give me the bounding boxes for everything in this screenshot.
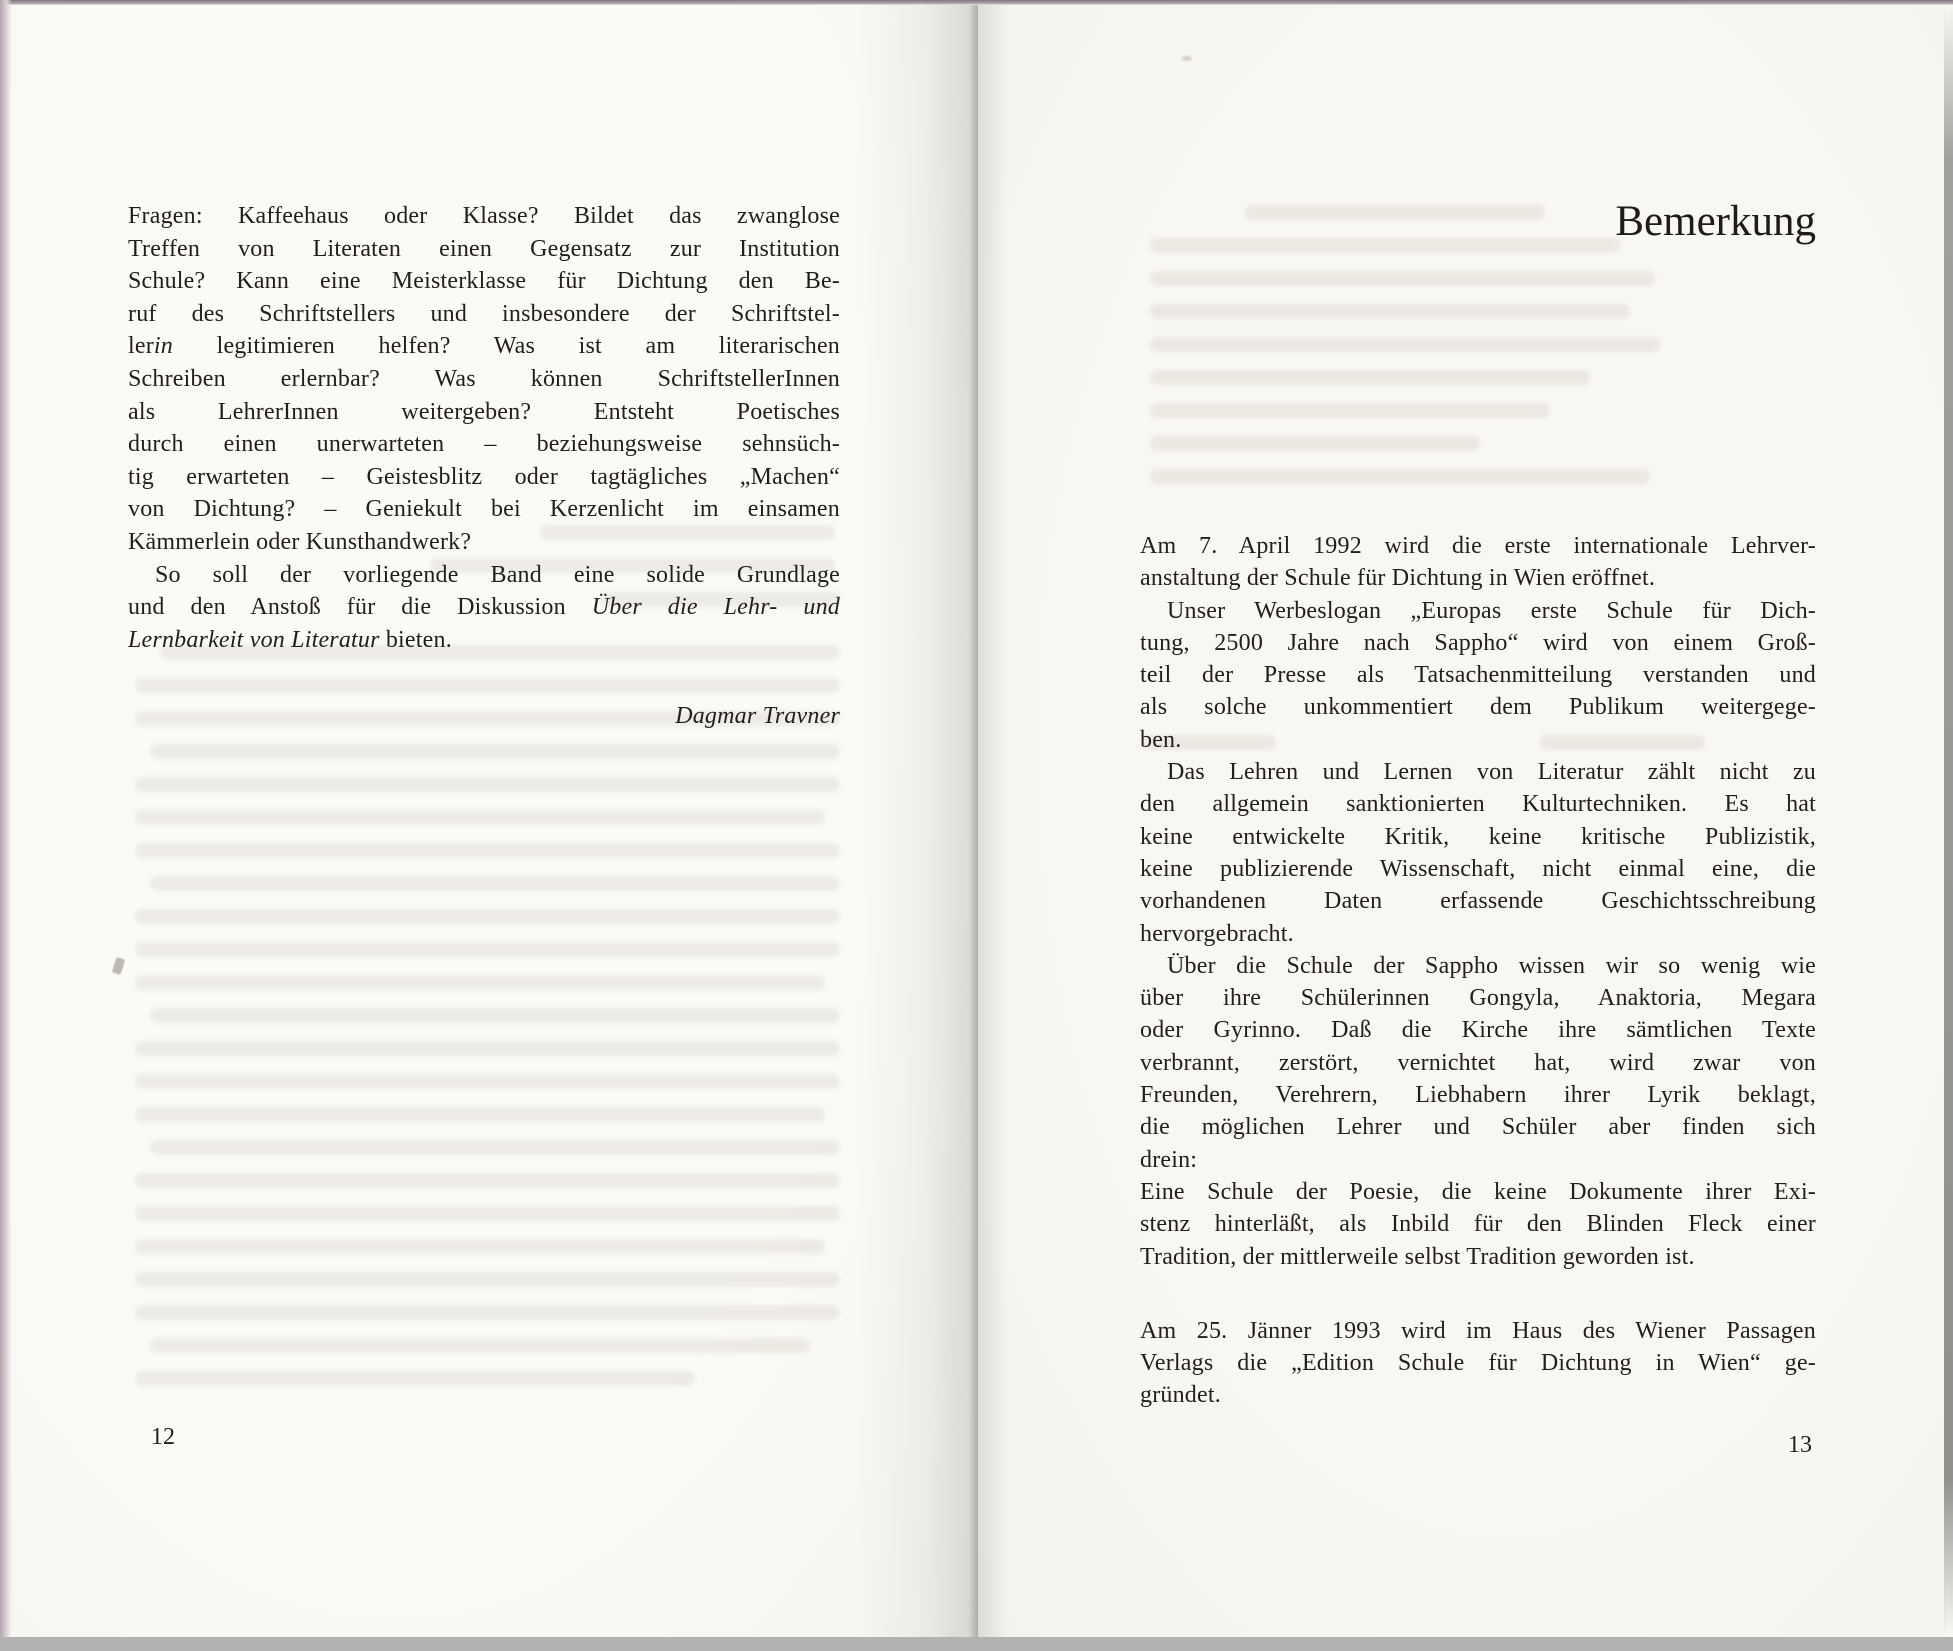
text-line: hervorgebracht. xyxy=(1140,920,1294,947)
text-line: Freunden, Verehrern, Liebhabern ihrer Lyrik beklagt, xyxy=(1140,1082,1816,1109)
signature xyxy=(128,700,840,733)
gutter-shadow-right xyxy=(978,5,1008,1637)
text-line: Schule? Kann eine Meisterklasse für Dichtung den Be- xyxy=(128,268,840,295)
text-line: als solche unkommentiert dem Publikum weitergege- xyxy=(1140,694,1816,721)
text-line: durch einen unerwarteten – beziehungsweise sehnsüch- xyxy=(128,431,840,458)
page-number-right: 13 xyxy=(1788,1432,1812,1458)
bleedthrough-line xyxy=(135,942,840,957)
text-line: Am 7. April 1992 wird die erste internationale Lehrver- xyxy=(1140,533,1816,559)
text-line: tung, 2500 Jahre nach Sappho“ wird von einem Groß- xyxy=(1140,629,1816,656)
bleedthrough-line xyxy=(135,843,840,858)
paragraph xyxy=(128,559,840,657)
text-line: gründet. xyxy=(1140,1382,1221,1409)
text-line: Fragen: Kaffeehaus oder Klasse? Bildet das zwanglose xyxy=(128,203,840,229)
bleedthrough-line xyxy=(135,810,825,825)
text-line: keine publizierende Wissenschaft, nicht einmal eine, die xyxy=(1140,855,1816,882)
gutter-shadow xyxy=(856,5,978,1637)
text-line: Kämmerlein oder Kunsthandwerk? xyxy=(128,528,472,555)
bleedthrough-line xyxy=(1150,271,1655,286)
paragraph xyxy=(1140,530,1816,595)
right-page-text xyxy=(1140,530,1816,1412)
bleedthrough-line xyxy=(150,1140,840,1155)
paragraph xyxy=(128,200,840,559)
bleedthrough-line xyxy=(1150,304,1630,319)
page-number-left: 12 xyxy=(151,1424,175,1450)
paragraph xyxy=(1140,950,1816,1176)
bleedthrough-line xyxy=(135,1074,840,1089)
text-line: So soll der vorliegende Band eine solide Grundlage xyxy=(155,561,840,588)
bleedthrough-line xyxy=(135,1272,840,1287)
text-line: Unser Werbeslogan „Europas erste Schule für Dich- xyxy=(1167,597,1816,624)
text-line: teil der Presse als Tatsachenmitteilung verstanden und xyxy=(1140,662,1816,689)
text-line: Über die Schule der Sappho wissen wir so wenig wie xyxy=(1167,952,1816,979)
paragraph xyxy=(1140,1176,1816,1273)
bleedthrough-line xyxy=(135,909,840,924)
bleedthrough-line xyxy=(1150,337,1660,352)
paragraph xyxy=(1140,756,1816,950)
bleedthrough-line xyxy=(135,1305,840,1320)
page-heading: Bemerkung xyxy=(1615,198,1816,245)
text-line: anstaltung der Schule für Dichtung in Wien eröffnet. xyxy=(1140,565,1656,592)
text-line: und den Anstoß für die Diskussion Über die Lehr- und xyxy=(128,594,840,621)
bleedthrough-line xyxy=(135,1239,825,1254)
text-line: Tradition, der mittlerweile selbst Tradition geworden ist. xyxy=(1140,1243,1695,1270)
text-line: verbrannt, zerstört, vernichtet hat, wird zwar von xyxy=(1140,1049,1816,1076)
bleedthrough-line xyxy=(150,1338,810,1353)
scan-edge-left xyxy=(0,0,12,1651)
bleedthrough-line xyxy=(135,1173,840,1188)
bleedthrough-line xyxy=(135,975,825,990)
text-line: oder Gyrinno. Daß die Kirche ihre sämtlichen Texte xyxy=(1140,1017,1816,1044)
left-page-text xyxy=(128,200,840,733)
bleedthrough-line xyxy=(1150,469,1650,484)
scan-edge-top xyxy=(0,0,1953,5)
bleedthrough-line xyxy=(135,777,840,792)
text-line: Am 25. Jänner 1993 wird im Haus des Wiener Passagen xyxy=(1140,1317,1816,1344)
scan-edge-bottom xyxy=(0,1637,1953,1651)
bleedthrough-line xyxy=(150,744,840,759)
text-line: Treffen von Literaten einen Gegensatz zur Institution xyxy=(128,235,840,262)
text-line: Schreiben erlernbar? Was können SchriftstellerInnen xyxy=(128,365,840,392)
bleedthrough-line xyxy=(135,1206,840,1221)
text-line: als LehrerInnen weitergeben? Entsteht Poetisches xyxy=(128,398,840,425)
paper-speck xyxy=(1182,56,1192,61)
text-line: die möglichen Lehrer und Schüler aber finden sich xyxy=(1140,1114,1816,1141)
paragraph xyxy=(1140,595,1816,756)
text-line: über ihre Schülerinnen Gongyla, Anaktoria, Megara xyxy=(1140,985,1816,1012)
text-line: von Dichtung? – Geniekult bei Kerzenlicht im einsamen xyxy=(128,496,840,523)
bleedthrough-line xyxy=(150,876,840,891)
text-line: vorhandenen Daten erfassende Geschichtsschreibung xyxy=(1140,888,1816,915)
text-line: stenz hinterläßt, als Inbild für den Blinden Fleck einer xyxy=(1140,1211,1816,1238)
bleedthrough-line xyxy=(1150,403,1550,418)
text-line: Verlags die „Edition Schule für Dichtung in Wien“ ge- xyxy=(1140,1350,1816,1377)
bleedthrough-line xyxy=(150,1008,840,1023)
scan-edge-right xyxy=(1944,0,1953,1640)
bleedthrough-line xyxy=(1150,370,1590,385)
text-line: Lernbarkeit von Literatur bieten. xyxy=(128,626,452,653)
text-line: Dagmar Travner xyxy=(675,703,840,730)
text-line: ruf des Schriftstellers und insbesondere der Schriftstel- xyxy=(128,300,840,327)
bleedthrough-line xyxy=(135,1371,695,1386)
text-line: keine entwickelte Kritik, keine kritische Publizistik, xyxy=(1140,823,1816,850)
paragraph xyxy=(1140,1315,1816,1412)
text-line: lerin legitimieren helfen? Was ist am literarischen xyxy=(128,333,840,360)
text-line: den allgemein sanktionierten Kulturtechniken. Es hat xyxy=(1140,791,1816,818)
bleedthrough-line xyxy=(135,1107,825,1122)
text-line: Eine Schule der Poesie, die keine Dokumente ihrer Exi- xyxy=(1140,1178,1816,1205)
text-line: ben. xyxy=(1140,726,1182,753)
bleedthrough-line xyxy=(1150,436,1480,451)
bleedthrough-line xyxy=(135,1041,840,1056)
text-line: tig erwarteten – Geistesblitz oder tagtägliches „Machen“ xyxy=(128,463,840,490)
text-line: drein: xyxy=(1140,1146,1198,1173)
text-line: Das Lehren und Lernen von Literatur zählt nicht zu xyxy=(1167,759,1816,786)
